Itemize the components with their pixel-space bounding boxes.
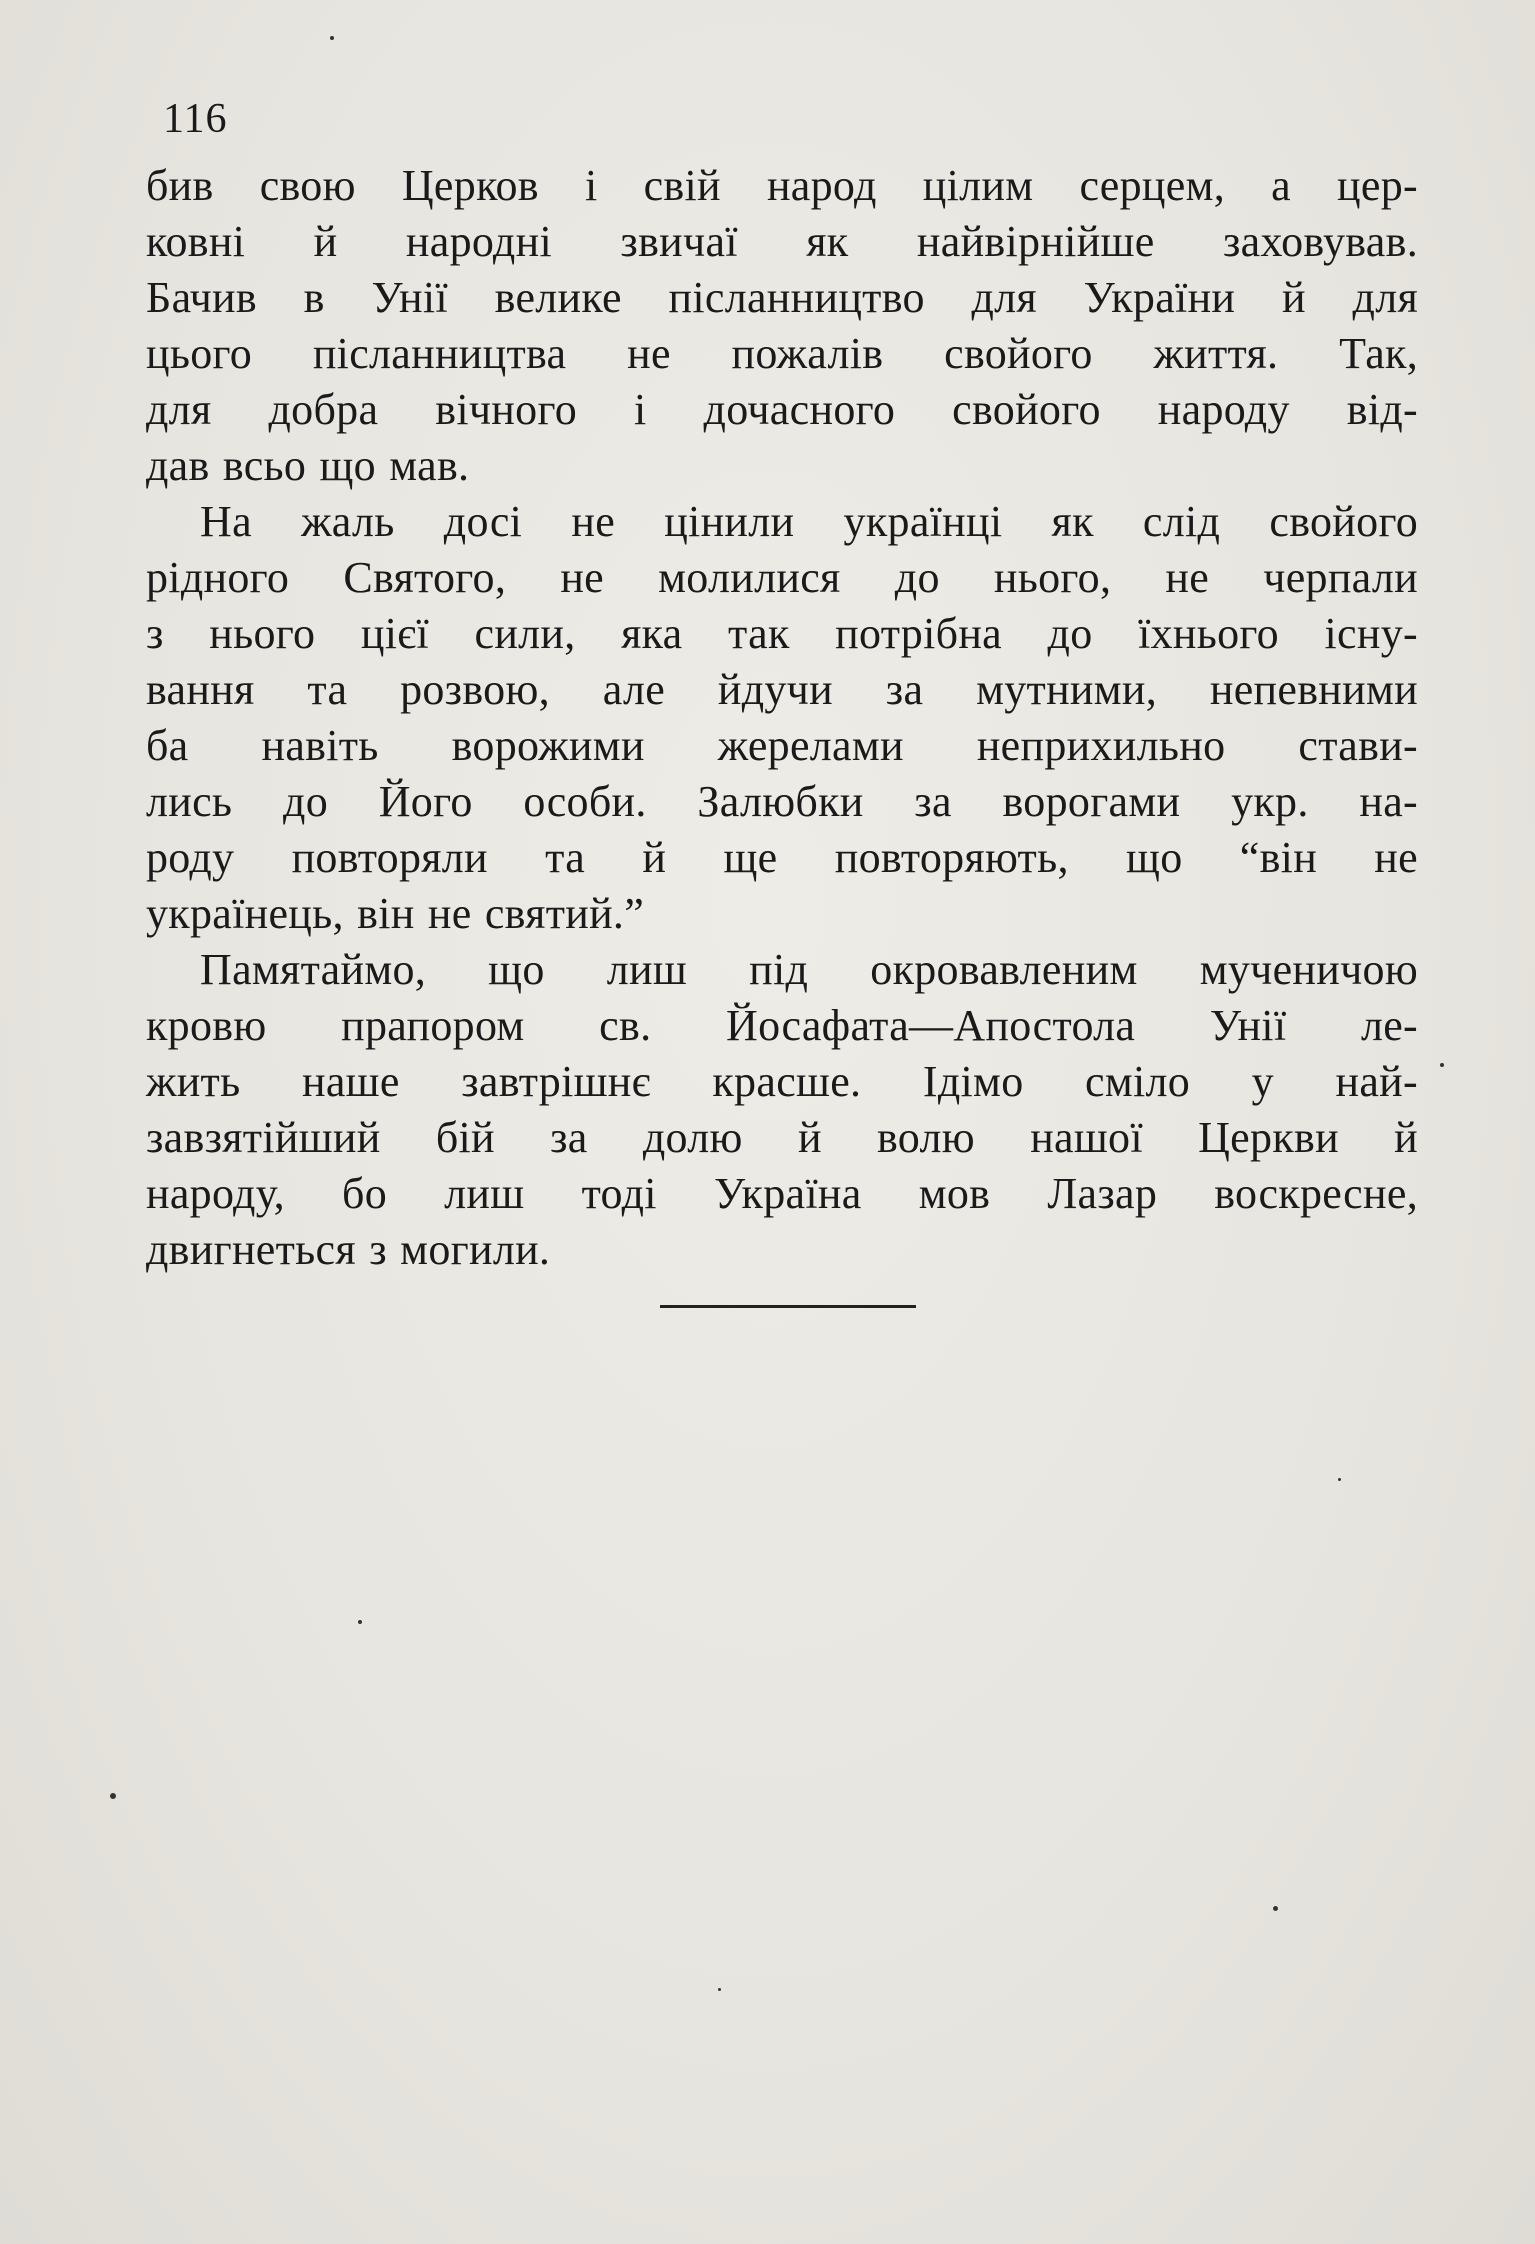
- section-end-rule: [660, 1305, 916, 1308]
- text-line: завзятійший бій за долю й волю нашої Церкви й: [146, 1113, 1418, 1162]
- text-line: ковні й народні звичаї як найвірнійше заховував.: [146, 217, 1418, 266]
- paper-speck: [330, 36, 334, 40]
- body-text: [146, 158, 1418, 1278]
- paper-speck: [358, 1620, 362, 1624]
- text-line: Бачив в Унії велике післанництво для України й для: [146, 273, 1418, 322]
- text-line: вання та розвою, але йдучи за мутними, непевними: [146, 665, 1418, 714]
- text-line: жить наше завтрішнє красше. Ідімо сміло у най-: [146, 1057, 1418, 1106]
- page-number: 116: [163, 96, 228, 142]
- text-line: лись до Його особи. Залюбки за ворогами укр. на-: [146, 777, 1418, 826]
- text-line: дав всьо що мав.: [146, 441, 470, 490]
- text-line: На жаль досі не цінили українці як слід свойого: [200, 497, 1418, 546]
- text-line: українець, він не святий.”: [146, 889, 645, 938]
- text-line: цього післанництва не пожалів свойого життя. Так,: [146, 329, 1418, 378]
- text-line: Памятаймо, що лиш під окровавленим мученичою: [200, 945, 1418, 994]
- text-line: роду повторяли та й ще повторяють, що “він не: [146, 833, 1418, 882]
- text-line: для добра вічного і дочасного свойого народу від-: [146, 385, 1418, 434]
- text-line: народу, бо лиш тоді Україна мов Лазар воскресне,: [146, 1169, 1418, 1218]
- text-line: з нього цієї сили, яка так потрібна до їхнього існу-: [146, 609, 1418, 658]
- paper-speck: [110, 1793, 116, 1799]
- paper-speck: [1338, 1478, 1341, 1481]
- text-line: кровю прапором св. Йосафата—Апостола Унії ле-: [146, 1001, 1418, 1050]
- paper-speck: [1440, 1063, 1444, 1067]
- text-line: рідного Святого, не молилися до нього, не черпали: [146, 553, 1418, 602]
- text-line: двигнеться з могили.: [146, 1225, 551, 1274]
- text-line: бив свою Церков і свій народ цілим серцем, а цер-: [146, 161, 1418, 210]
- text-line: ба навіть ворожими жерелами неприхильно стави-: [146, 721, 1418, 770]
- paper-speck: [718, 1988, 721, 1991]
- paper-speck: [1273, 1906, 1278, 1911]
